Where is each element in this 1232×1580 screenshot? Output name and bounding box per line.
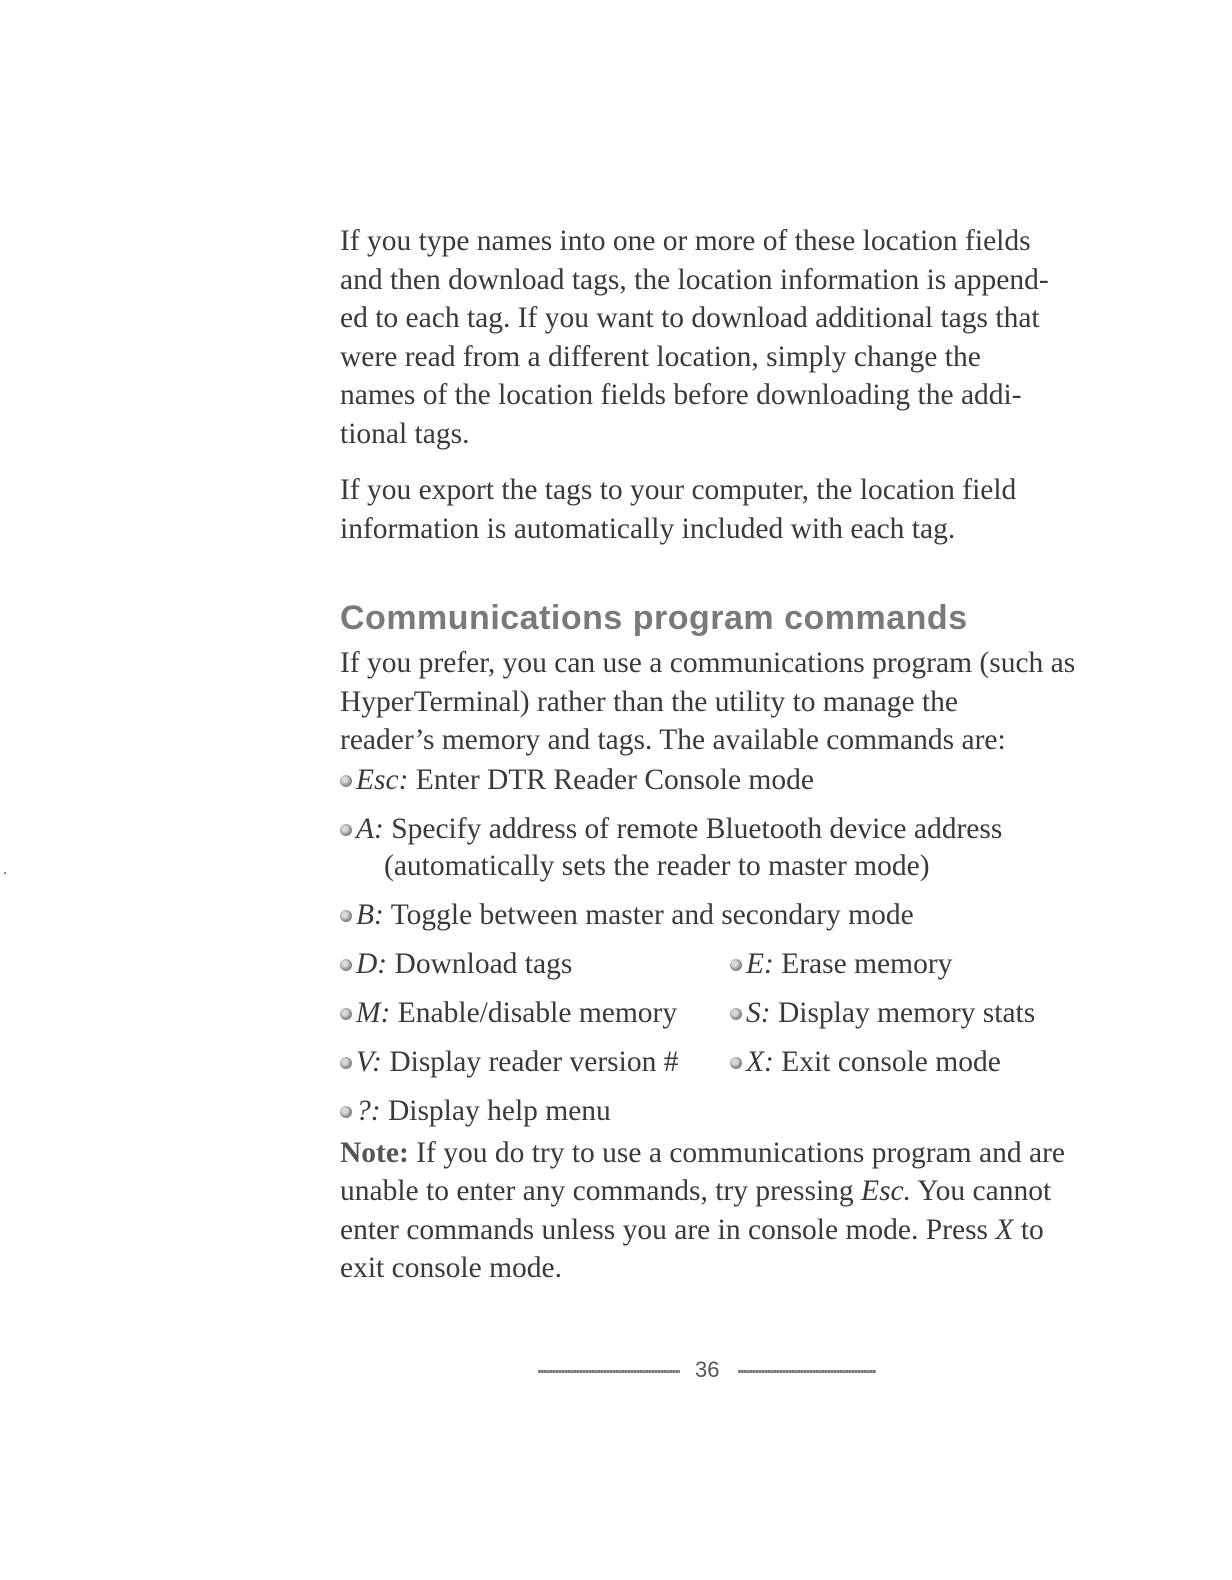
bullet-icon <box>730 959 742 971</box>
bullet-icon <box>730 1057 742 1069</box>
command-item-m: M: Enable/disable memory <box>340 995 730 1032</box>
bullet-icon <box>340 775 352 787</box>
bullet-icon <box>340 824 352 836</box>
page-number: 36 <box>695 1357 720 1382</box>
command-item-v: V: Display reader version # <box>340 1044 730 1081</box>
command-item-esc: Esc: Enter DTR Reader Console mode <box>340 762 1120 799</box>
section-heading: Communications program commands <box>340 599 968 637</box>
command-item-s: S: Display memory stats <box>730 995 1035 1032</box>
command-item-d: D: Download tags <box>340 946 730 983</box>
page-content <box>340 222 1120 1288</box>
footer-rule-right <box>738 1370 876 1373</box>
bullet-icon <box>730 1008 742 1020</box>
bullet-icon <box>340 1057 352 1069</box>
command-row <box>340 995 1120 1032</box>
footer-rule-left <box>538 1370 680 1373</box>
command-item-help: ?: Display help menu <box>340 1093 1120 1130</box>
command-item-a: A: Specify address of remote Bluetooth device address (automatically sets the reader to master mode) <box>340 811 1120 885</box>
command-item-e: E: Erase memory <box>730 946 952 983</box>
bullet-icon <box>340 1106 352 1118</box>
paragraph-export-tags: If you export the tags to your computer, the location field information is automatically included with each tag. <box>340 474 1017 545</box>
page-footer <box>0 1356 1232 1386</box>
bullet-icon <box>340 910 352 922</box>
paragraph-location-fields: If you type names into one or more of these location fields and then download tags, the location information is append- ed to each tag. If you want to download additional tags that were read from a different location, simply change the names of the location fields before downloading the addi- tional tags. <box>340 225 1049 450</box>
note-label: Note: <box>340 1136 409 1169</box>
section-intro: If you prefer, you can use a communications program (such as HyperTerminal) rather than the utility to manage the reader’s memory and tags. The available commands are: <box>340 647 1076 756</box>
command-list <box>340 762 1120 1130</box>
command-row <box>340 946 1120 983</box>
margin-mark <box>4 872 6 874</box>
command-row <box>340 1044 1120 1081</box>
bullet-icon <box>340 1008 352 1020</box>
bullet-icon <box>340 959 352 971</box>
note-paragraph: Note: If you do try to use a communications program and are unable to enter any commands, try pressing Esc. You cannot enter commands unless you are in console mode. Press X to exit console mode. <box>340 1136 1065 1284</box>
command-item-b: B: Toggle between master and secondary mode <box>340 897 1120 934</box>
command-item-x: X: Exit console mode <box>730 1044 1001 1081</box>
